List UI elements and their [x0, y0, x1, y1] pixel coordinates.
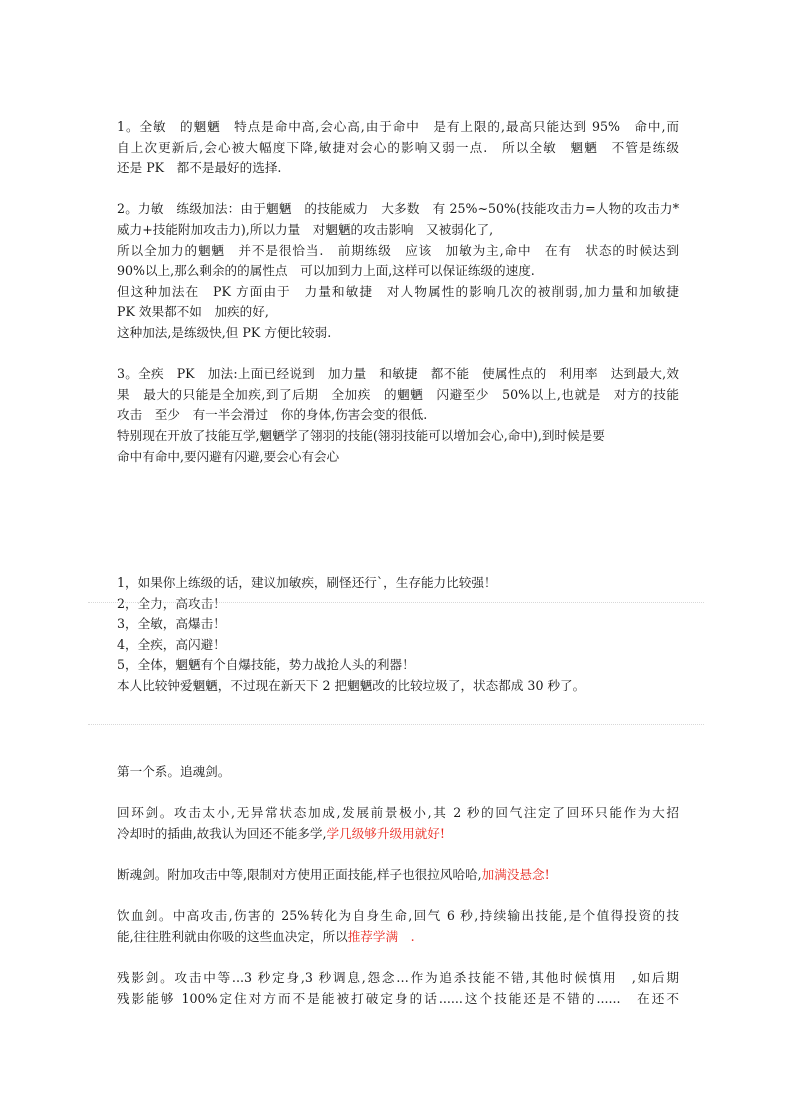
skill-huihuan-line-1: 回环剑。攻击太小,无异常状态加成,发展前景极小,其 2 秒的回气注定了回环只能作为大招	[117, 805, 679, 821]
paragraph-3-line-3: 攻击 至少 有一半会滑过 你的身体,伤害会变的很低.	[117, 407, 428, 423]
paragraph-1-line-2: 自上次更新后,会心被大幅度下降,敏捷对会心的影响又弱一点. 所以全敏 魍魉 不管是练级	[117, 139, 679, 155]
paragraph-1-line-3: 还是 PK 都不是最好的选择.	[117, 160, 282, 176]
skill-yinxue-line-2: 能,往往胜利就由你吸的这些血决定，所以推荐学满 .	[117, 928, 415, 944]
summary-line-1: 1，如果你上练级的话，建议加敏疾，刷怪还行`，生存能力比较强！	[117, 575, 497, 590]
paragraph-2-line-3: 所以全加力的魍魉 并不是很恰当. 前期练级 应该 加敏为主,命中 在有 状态的时候达到	[117, 242, 679, 258]
skill-yinxue-recommendation: 推荐学满 .	[347, 928, 415, 944]
skill-canying-line-1: 残影剑。攻击中等...3 秒定身,3 秒调息,怨念…作为追杀技能不错,其他时候慎用 ,如后期	[117, 969, 679, 985]
summary-line-5: 5，全体，魍魉有个自爆技能，势力战抢人头的利器！	[117, 657, 415, 673]
dotted-divider	[88, 602, 704, 603]
skill-duanhun-recommendation: 加满没悬念!	[481, 866, 550, 882]
paragraph-2-line-4: 90%以上,那么剩余的的属性点 可以加到力上面,这样可以保证练级的速度.	[117, 263, 535, 279]
paragraph-2-line-5: 但这种加法在 PK 方面由于 力量和敏捷 对人物属性的影响几次的被削弱,加力量和加敏捷	[117, 283, 679, 299]
summary-line-3: 3，全敏，高爆击！	[117, 616, 226, 632]
skill-huihuan-line-2: 冷却时的插曲,故我认为回还不能多学,学几级够升级用就好!	[117, 825, 445, 841]
dotted-divider	[88, 724, 704, 725]
summary-line-2: 2，全力，高攻击！	[117, 595, 226, 611]
summary-line-6: 本人比较钟爱魍魉，不过现在新天下 2 把魍魉改的比较垃圾了，状态都成 30 秒了。	[117, 677, 586, 693]
skill-duanhun-line-1: 断魂剑。附加攻击中等,限制对方使用正面技能,样子也很拉风哈哈,加满没悬念!	[117, 866, 550, 882]
paragraph-3-line-2: 果 最大的只能是全加疾,到了后期 全加疾 的魍魉 闪避至少 50%以上,也就是 对方的技能	[117, 386, 679, 402]
section-skill-guide	[117, 762, 679, 1009]
paragraph-2-line-7: 这种加法,是练级快,但 PK 方便比较弱.	[117, 324, 332, 340]
skill-series-title: 第一个系。追魂剑。	[117, 764, 231, 779]
skill-canying-line-2: 残影能够 100%定住对方而不是能被打破定身的话......这个技能还是不错的...... 在还不	[117, 990, 679, 1006]
summary-line-4: 4，全疾，高闪避！	[117, 636, 226, 652]
paragraph-3-line-4: 特别现在开放了技能互学,魍魉学了翎羽的技能(翎羽技能可以增加会心,命中),到时候是要	[117, 427, 605, 443]
paragraph-2-line-2: 威力+技能附加攻击力),所以力量 对魍魉的攻击影响 又被弱化了,	[117, 221, 494, 237]
paragraph-3-line-5: 命中有命中,要闪避有闪避,要会心有会心	[117, 448, 340, 464]
skill-huihuan-recommendation: 学几级够升级用就好!	[326, 825, 445, 841]
paragraph-1-line-1: 1。全敏 的魍魉 特点是命中高,会心高,由于命中 是有上限的,最高只能达到 95% 命中,而	[117, 119, 679, 134]
paragraph-3-line-1: 3。全疾 PK 加法:上面已经说到 加力量 和敏捷 都不能 使属性点的 利用率 达到最大,效	[117, 366, 679, 382]
section-build-summary	[117, 573, 679, 697]
paragraph-2-line-6: PK 效果都不如 加疾的好,	[117, 304, 269, 320]
section-stat-allocation	[117, 117, 679, 467]
paragraph-2-line-1: 2。力敏 练级加法：由于魍魉 的技能威力 大多数 有 25%~50%(技能攻击力=人物的攻击力*	[117, 201, 679, 217]
skill-yinxue-line-1: 饮血剑。中高攻击,伤害的 25%转化为自身生命,回气 6 秒,持续输出技能,是个值得投资的技	[117, 908, 679, 924]
